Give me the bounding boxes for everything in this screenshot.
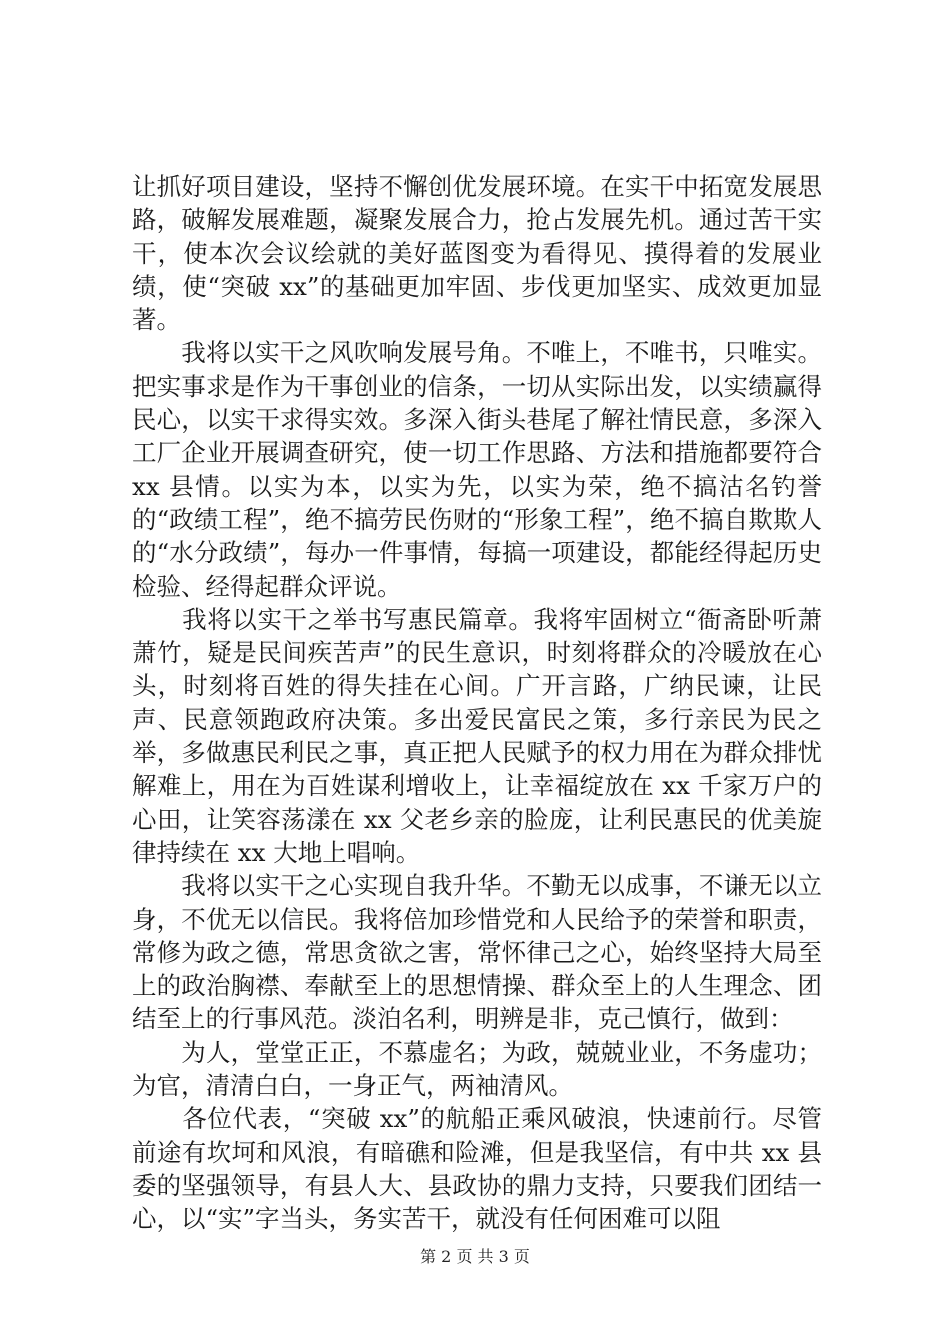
paragraph-2: 我将以实干之风吹响发展号角。不唯上，不唯书，只唯实。把实事求是作为干事创业的信条，一切从实际出发，以实绩赢得民心，以实干求得实效。多深入街头巷尾了解社情民意，多深入工厂企业开展调查研究，使一切工作思路、方法和措施都要符合 xx 县情。以实为本，以实为先，以实为荣，绝不搞沽名钓誉的“政绩工程”，绝不搞劳民伤财的“形象工程”，绝不搞自欺欺人的“水分政绩”，每办一件事情，每搞一项建设，都能经得起历史检验、经得起群众评说。 <box>132 338 830 601</box>
paragraph-1: 让抓好项目建设，坚持不懈创优发展环境。在实干中拓宽发展思路，破解发展难题，凝聚发展合力，抢占发展先机。通过苦干实干，使本次会议绘就的美好蓝图变为看得见、摸得着的发展业绩，使“突破 xx”的基础更加牢固、步伐更加坚实、成效更加显著。 <box>132 172 822 335</box>
document-body <box>132 170 830 1236</box>
paragraph-6: 各位代表，“突破 xx”的航船正乘风破浪，快速前行。尽管前途有坎坷和风浪，有暗礁和险滩，但是我坚信，有中共 xx 县委的坚强领导，有县人大、县政协的鼎力支持，只要我们团结一心，以“实”字当头，务实苦干，就没有任何困难可以阻 <box>132 1104 822 1234</box>
paragraph-5: 为人，堂堂正正，不慕虚名；为政，兢兢业业，不务虚功；为官，清清白白，一身正气，两袖清风。 <box>132 1037 822 1101</box>
paragraph-4: 我将以实干之心实现自我升华。不勤无以成事，不谦无以立身，不优无以信民。我将倍加珍惜党和人民给予的荣誉和职责，常修为政之德，常思贪欲之害，常怀律己之心，始终坚持大局至上的政治胸襟、奉献至上的思想情操、群众至上的人生理念、团结至上的行事风范。淡泊名利，明辨是非，克己慎行，做到： <box>132 871 822 1034</box>
paragraph-3: 我将以实干之举书写惠民篇章。我将牢固树立“衙斋卧听萧萧竹，疑是民间疾苦声”的民生意识，时刻将群众的冷暖放在心头，时刻将百姓的得失挂在心间。广开言路，广纳民谏，让民声、民意领跑政府决策。多出爱民富民之策，多行亲民为民之举，多做惠民利民之事，真正把人民赋予的权力用在为群众排忧解难上，用在为百姓谋利增收上，让幸福绽放在 xx 千家万户的心田，让笑容荡漾在 xx 父老乡亲的脸庞，让利民惠民的优美旋律持续在 xx 大地上唱响。 <box>132 604 822 867</box>
page-footer: 第 2 页 共 3 页 <box>420 1247 530 1266</box>
